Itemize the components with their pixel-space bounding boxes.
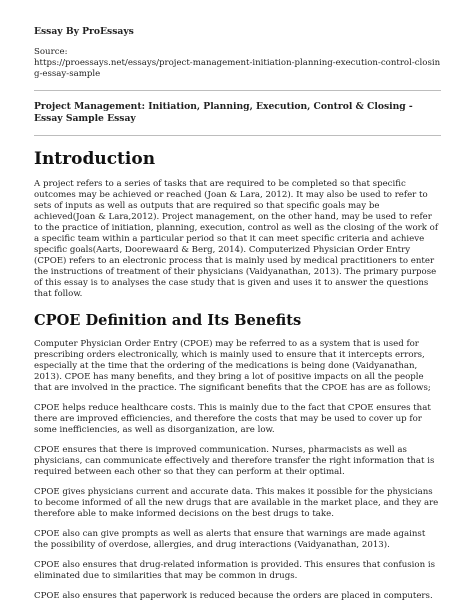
source-label: Source: xyxy=(34,47,68,58)
paragraph: CPOE also ensures that paperwork is reduced because the orders are placed in computers. xyxy=(34,591,433,602)
paragraph: CPOE gives physicians current and accurate data. This makes it possible for the physicians to become informed of all the new drugs that are available in the market place, and they are therefore able to make informed decisions on the best drugs to take. xyxy=(34,487,439,520)
divider-bottom xyxy=(34,135,441,136)
document-title: Project Management: Initiation, Planning, Execution, Control & Closing - Essay Sample Essay xyxy=(34,101,413,124)
section-heading-introduction: Introduction xyxy=(34,148,156,169)
source-block xyxy=(34,47,441,80)
divider-top xyxy=(34,90,441,91)
brand-title: Essay By ProEssays xyxy=(34,26,134,37)
section-heading-cpoe: CPOE Definition and Its Benefits xyxy=(34,312,302,330)
paragraph: CPOE also ensures that drug-related information is provided. This ensures that confusion is eliminated due to similarities that may be common in drugs. xyxy=(34,560,436,582)
paragraph: A project refers to a series of tasks that are required to be completed so that specific outcomes may be achieved or reached (Joan & Lara, 2012). It may also be used to refer to sets of inputs as well as outputs that are required so that specific goals may be achieved(Joan & Lara,2012). Project management, on the other hand, may be used to refer to the practice of initiation, planning, execution, control as well as the closing of the work of a specific team within a particular period so that it can meet specific criteria and achieve specific goals(Aarts, Doorewaard & Berg, 2014). Computerized Physician Order Entry (CPOE) refers to an electronic process that is mainly used by medical practitioners to enter the instructions of treatment of their physicians (Vaidyanathan, 2013). The primary purpose of this essay is to analyses the case study that is given and uses it to answer the questions that follow. xyxy=(34,179,439,300)
source-link[interactable]: https://proessays.net/essays/project-management-initiation-planning-execution-control-closing-essay-sample xyxy=(34,58,441,80)
paragraph: CPOE helps reduce healthcare costs. This is mainly due to the fact that CPOE ensures that there are improved efficiencies, and therefore the costs that may be used to cover up for some inefficiencies, as well as disorganization, are low. xyxy=(34,403,431,436)
paragraph: CPOE ensures that there is improved communication. Nurses, pharmacists as well as physicians, can communicate effectively and therefore transfer the right information that is required between each other so that they can perform at their optimal. xyxy=(34,445,435,478)
paragraph: CPOE also can give prompts as well as alerts that ensure that warnings are made against the possibility of overdose, allergies, and drug interactions (Vaidyanathan, 2013). xyxy=(34,529,426,551)
paragraph: Computer Physician Order Entry (CPOE) may be referred to as a system that is used for prescribing orders electronically, which is mainly used to ensure that it intercepts errors, especially at the time that the ordering of the medications is being done (Vaidyanathan, 2013). CPOE has many benefits, and they bring a lot of positive impacts on all the people that are involved in the practice. The significant benefits that the CPOE has are as follows; xyxy=(34,339,431,394)
